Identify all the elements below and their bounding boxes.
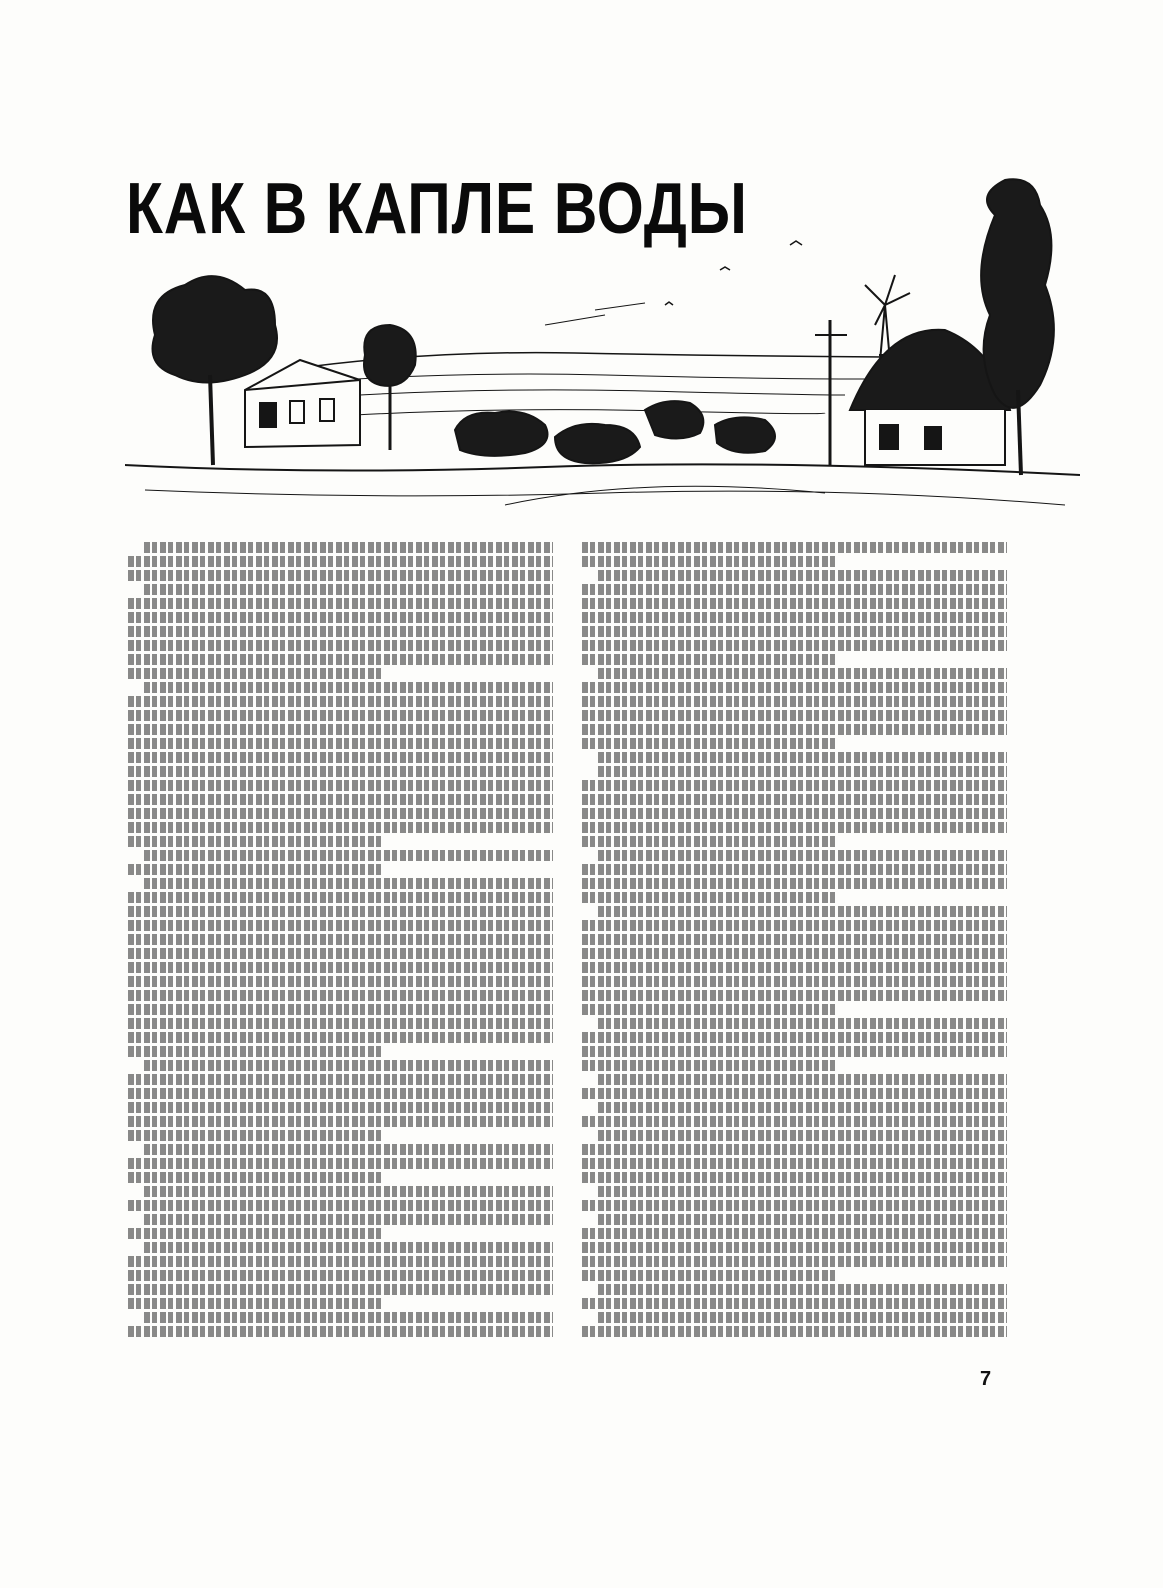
article-column-left — [128, 542, 553, 1362]
page-number: 7 — [980, 1368, 992, 1390]
article-column-right — [582, 542, 1007, 1350]
rural-landscape-illustration — [125, 175, 1080, 525]
article-title: КАК В КАПЛЕ ВОДЫ — [126, 169, 748, 249]
